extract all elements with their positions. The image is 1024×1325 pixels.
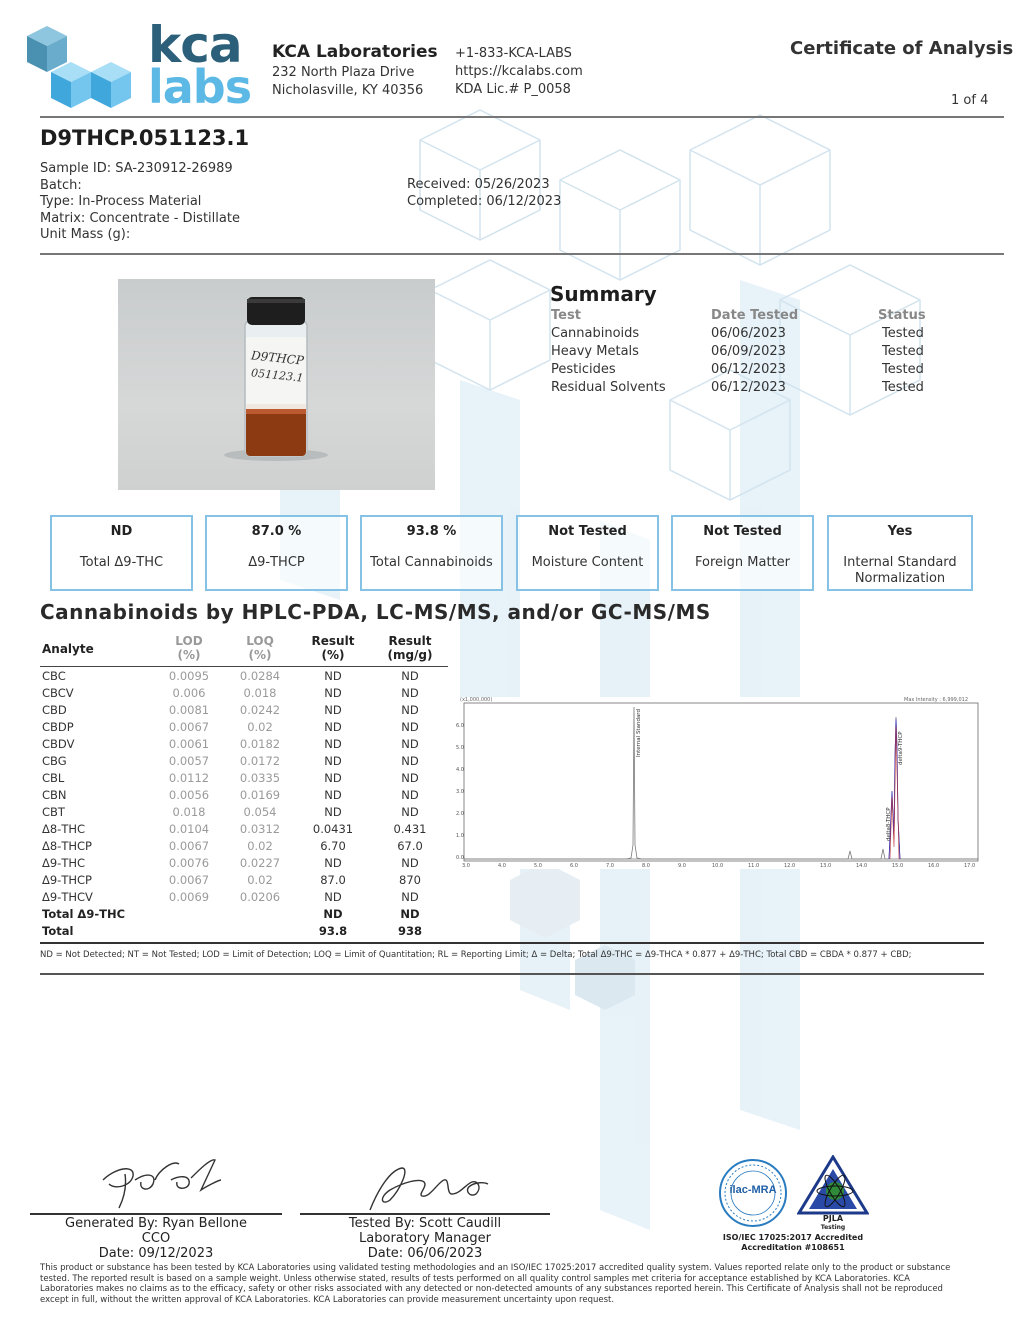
y-tick: 0.0 <box>456 855 464 861</box>
disclaimer <box>40 1263 1000 1305</box>
table-row <box>40 735 448 752</box>
vial-icon <box>118 279 435 490</box>
analyte-name: Total Δ9-THC <box>42 906 126 921</box>
x-tick: 4.0 <box>498 863 506 869</box>
disclaimer-line: Laboratories makes no claims as to the efficacy, safety or other risks associated with any detected or non-detected amounts of any substances reported herein. This Certificate of Analysis shall not be reproduced <box>40 1284 943 1294</box>
analyte-name: Δ9-THC <box>42 855 86 870</box>
received-date: Received: 05/26/2023 <box>407 177 550 192</box>
box-label: Total Δ9-THC <box>79 555 164 570</box>
header-analyte: Analyte <box>42 642 94 656</box>
iso-accreditation: ISO/IEC 17025:2017 Accredited <box>722 1233 864 1242</box>
loq-value: 0.0227 <box>239 855 281 870</box>
lod-value: 0.0067 <box>168 719 210 734</box>
result-pct: ND <box>324 889 342 904</box>
loq-value: 0.0242 <box>239 702 281 717</box>
table-row <box>40 718 448 735</box>
result-box-foreign-matter <box>671 515 814 591</box>
lod-value: 0.0076 <box>168 855 210 870</box>
sample-title: D9THCP.051123.1 <box>40 126 250 150</box>
lod-value: 0.0067 <box>168 838 210 853</box>
summary-header-status: Status <box>878 308 926 323</box>
box-label: Δ9-THCP <box>248 555 305 570</box>
result-mg: ND <box>401 702 419 717</box>
header-result-pct-label: Result <box>311 634 355 648</box>
summary-status: Tested <box>882 344 924 359</box>
table-row <box>40 854 448 871</box>
signature-scott-caudill <box>360 1160 495 1216</box>
lod-value: 0.0067 <box>168 872 210 887</box>
x-tick: 17.0 <box>964 863 976 869</box>
tested-by-date: Date: 06/06/2023 <box>367 1246 483 1261</box>
summary-test: Heavy Metals <box>551 344 639 359</box>
generated-by-role: CCO <box>141 1231 171 1246</box>
result-mg: ND <box>401 787 419 802</box>
box-value: Not Tested <box>703 524 782 539</box>
box-value: ND <box>110 524 133 539</box>
pjla-logo <box>797 1155 869 1217</box>
loq-value: 0.02 <box>247 838 273 853</box>
y-tick: 4.0 <box>456 767 464 773</box>
tested-by-role: Laboratory Manager <box>359 1231 491 1246</box>
analyte-name: CBT <box>42 804 65 819</box>
result-pct: ND <box>323 906 343 921</box>
lod-value: 0.0104 <box>168 821 210 836</box>
lod-value: 0.018 <box>172 804 206 819</box>
page-number: 1 of 4 <box>951 93 989 108</box>
disclaimer-line: This product or substance has been tested by KCA Laboratories using validated testing methodologies and an ISO/IEC 17025:2017 accredited quality system. Values reported relate only to the product or substance <box>40 1263 951 1273</box>
summary-status: Tested <box>882 380 924 395</box>
analyte-name: CBDP <box>42 719 74 734</box>
result-mg: 870 <box>399 872 421 887</box>
sample-photo <box>118 279 435 490</box>
lab-name: KCA Laboratories <box>272 42 438 62</box>
box-value: 87.0 % <box>251 524 302 539</box>
table-row <box>40 752 448 769</box>
chromatogram-plot <box>456 697 982 869</box>
header-lod-unit: (%) <box>177 648 201 662</box>
sample-batch: Batch: <box>40 177 82 193</box>
lab-website[interactable]: https://kcalabs.com <box>455 64 583 79</box>
result-pct: ND <box>324 855 342 870</box>
result-mg: ND <box>401 685 419 700</box>
analyte-name: Δ8-THCP <box>42 838 92 853</box>
analyte-name: CBL <box>42 770 65 785</box>
analyte-name: Δ9-THCV <box>42 889 93 904</box>
table-row-total-d9-thc <box>40 905 448 922</box>
vial-label-line1: D9THCP <box>250 348 305 368</box>
summary-test: Pesticides <box>551 362 616 377</box>
box-label: Foreign Matter <box>695 555 790 570</box>
cannabinoids-table <box>40 634 448 939</box>
box-value: Not Tested <box>548 524 627 539</box>
x-tick: 16.0 <box>928 863 940 869</box>
result-mg: 0.431 <box>393 821 427 836</box>
analyte-name: Δ9-THCP <box>42 872 92 887</box>
summary-date: 06/12/2023 <box>711 380 786 395</box>
x-tick: 10.0 <box>712 863 724 869</box>
table-row <box>40 871 448 888</box>
x-tick: 5.0 <box>534 863 542 869</box>
x-tick: 11.0 <box>748 863 760 869</box>
result-box-moisture <box>516 515 659 591</box>
analyte-name: CBC <box>42 668 66 683</box>
peak-label-d8-thcp: delta8-THCP <box>886 807 892 841</box>
analyte-name: CBCV <box>42 685 74 700</box>
lab-address-line1: 232 North Plaza Drive <box>272 65 415 80</box>
header-divider <box>40 116 1004 118</box>
y-tick: 3.0 <box>456 789 464 795</box>
summary-date: 06/09/2023 <box>711 344 786 359</box>
loq-value: 0.0172 <box>239 753 281 768</box>
chromatogram-max-intensity: Max Intensity : 6,999,012 <box>904 697 968 703</box>
header-loq-label: LOQ <box>246 634 274 648</box>
summary-status: Tested <box>882 362 924 377</box>
result-mg: ND <box>401 770 419 785</box>
x-tick: 13.0 <box>820 863 832 869</box>
ilac-mra-text: ilac-MRA <box>729 1184 777 1196</box>
peak-label-d9-thcp: delta9-THCP <box>898 731 904 765</box>
sample-info <box>40 161 240 244</box>
lab-phone: +1-833-KCA-LABS <box>455 46 572 61</box>
result-mg: 67.0 <box>397 838 423 853</box>
footnote: ND = Not Detected; NT = Not Tested; LOD = Limit of Detection; LOQ = Limit of Quantitation; RL = Reporting Limit; Δ = Delta; Total Δ9-THC = Δ9-THCA * 0.877 + Δ9-THC; Total CBD = CBDA * 0.877 + CBD; <box>40 950 912 960</box>
signature-line-1 <box>30 1213 282 1215</box>
box-label: Moisture Content <box>531 555 644 570</box>
result-mg: ND <box>401 855 419 870</box>
signature-ryan-bellone <box>95 1150 225 1212</box>
peak-label-internal-standard: Internal Standard <box>636 709 642 757</box>
result-mg: ND <box>401 719 419 734</box>
loq-value: 0.0182 <box>239 736 281 751</box>
header-result-pct-unit: (%) <box>321 648 345 662</box>
summary-date: 06/06/2023 <box>711 326 786 341</box>
result-box-total-d9-thc <box>50 515 193 591</box>
loq-value: 0.054 <box>243 804 277 819</box>
result-mg: ND <box>400 906 420 921</box>
lab-license: KDA Lic.# P_0058 <box>455 82 571 97</box>
result-pct: ND <box>324 787 342 802</box>
summary-header-test: Test <box>551 308 581 323</box>
x-tick: 7.0 <box>606 863 614 869</box>
loq-value: 0.018 <box>243 685 277 700</box>
logo-cubes-icon <box>25 24 137 110</box>
summary-test: Residual Solvents <box>551 380 666 395</box>
loq-value: 0.02 <box>247 719 273 734</box>
header-loq-unit: (%) <box>248 648 272 662</box>
y-tick: 6.0 <box>456 723 464 729</box>
analyte-name: CBN <box>42 787 67 802</box>
lod-value: 0.0069 <box>168 889 210 904</box>
x-tick: 15.0 <box>892 863 904 869</box>
result-pct: ND <box>324 753 342 768</box>
x-tick: 14.0 <box>856 863 868 869</box>
pjla-subtext: Testing <box>820 1224 846 1231</box>
x-tick: 6.0 <box>570 863 578 869</box>
disclaimer-line: tested. The reported result is based on a sample weight. Unless otherwise stated, results of tests performed on all quality control samples met criteria for acceptance established by KCA Laboratories. KCA <box>40 1273 910 1284</box>
table-row <box>40 701 448 718</box>
info-divider <box>40 253 1004 255</box>
x-tick: 8.0 <box>642 863 650 869</box>
pjla-text: PJLA <box>822 1214 844 1223</box>
table-row-total <box>40 922 448 939</box>
box-value: 93.8 % <box>406 524 457 539</box>
table-row <box>40 803 448 820</box>
result-pct: 6.70 <box>320 838 346 853</box>
lab-address-line2: Nicholasville, KY 40356 <box>272 83 424 98</box>
result-pct: 93.8 <box>318 923 348 938</box>
x-tick: 9.0 <box>678 863 686 869</box>
footnote-divider <box>40 973 984 975</box>
result-mg: ND <box>401 736 419 751</box>
loq-value: 0.0284 <box>239 668 281 683</box>
analyte-name: CBG <box>42 753 67 768</box>
sample-matrix: Matrix: Concentrate - Distillate <box>40 210 240 226</box>
table-row <box>40 888 448 905</box>
analyte-name: Total <box>42 923 74 938</box>
completed-date: Completed: 06/12/2023 <box>407 193 562 209</box>
lod-value: 0.0056 <box>168 787 210 802</box>
accreditation-number: Accreditation #108651 <box>741 1243 845 1252</box>
lod-value: 0.0057 <box>168 753 210 768</box>
analyte-name: CBDV <box>42 736 75 751</box>
header-result-mg-label: Result <box>388 634 432 648</box>
result-pct: ND <box>324 736 342 751</box>
sample-type: Type: In-Process Material <box>40 194 202 209</box>
summary-date: 06/12/2023 <box>711 362 786 377</box>
result-mg: ND <box>401 668 419 683</box>
generated-by-block <box>30 1216 282 1261</box>
loq-value: 0.02 <box>247 872 273 887</box>
summary-header-date: Date Tested <box>711 308 799 323</box>
sample-id: Sample ID: SA-230912-26989 <box>40 161 233 176</box>
lod-value: 0.0095 <box>168 668 210 683</box>
table-row <box>40 684 448 701</box>
logo-kca-text: kca <box>148 16 242 74</box>
lod-value: 0.0112 <box>168 770 210 785</box>
summary-title: Summary <box>550 282 657 306</box>
sample-dates <box>407 177 561 210</box>
header-lod <box>152 634 226 667</box>
result-box-d9-thcp <box>205 515 348 591</box>
cannabinoids-section-title: Cannabinoids by HPLC-PDA, LC-MS/MS, and/or GC-MS/MS <box>40 600 711 624</box>
result-box-internal-standard <box>827 515 973 591</box>
header-lod-label: LOD <box>175 634 203 648</box>
generated-by-name: Generated By: Ryan Bellone <box>65 1216 247 1231</box>
result-pct: 87.0 <box>320 872 346 887</box>
header-result-mg <box>372 634 448 667</box>
result-pct: 0.0431 <box>312 821 354 836</box>
y-tick: 1.0 <box>456 833 464 839</box>
lod-value: 0.006 <box>172 685 206 700</box>
result-pct: ND <box>324 719 342 734</box>
vial-label-line2: 051123.1 <box>250 366 305 385</box>
header-loq <box>226 634 294 667</box>
table-row <box>40 837 448 854</box>
logo-labs-text: labs <box>148 60 252 114</box>
table-row <box>40 820 448 837</box>
summary-status: Tested <box>882 326 924 341</box>
document-title: Certificate of Analysis <box>790 38 1014 59</box>
tested-by-name: Tested By: Scott Caudill <box>348 1216 502 1231</box>
result-mg: ND <box>401 753 419 768</box>
summary-test: Cannabinoids <box>551 326 640 341</box>
result-pct: ND <box>324 702 342 717</box>
table-row <box>40 769 448 786</box>
result-pct: ND <box>324 770 342 785</box>
x-tick: 3.0 <box>462 863 470 869</box>
y-tick: 5.0 <box>456 745 464 751</box>
sample-unit-mass: Unit Mass (g): <box>40 227 131 242</box>
result-pct: ND <box>324 685 342 700</box>
result-mg: 938 <box>397 923 422 938</box>
loq-value: 0.0169 <box>239 787 281 802</box>
signature-line-2 <box>300 1213 550 1215</box>
tested-by-block <box>300 1216 550 1261</box>
loq-value: 0.0206 <box>239 889 281 904</box>
y-tick: 2.0 <box>456 811 464 817</box>
loq-value: 0.0312 <box>239 821 281 836</box>
table-row <box>40 786 448 803</box>
table-row <box>40 667 448 685</box>
box-label: Total Cannabinoids <box>370 555 493 570</box>
result-box-total-cannabinoids <box>360 515 503 591</box>
loq-value: 0.0335 <box>239 770 281 785</box>
generated-by-date: Date: 09/12/2023 <box>98 1246 214 1261</box>
result-pct: ND <box>324 668 342 683</box>
result-mg: ND <box>401 804 419 819</box>
header-result-mg-unit: (mg/g) <box>387 648 433 662</box>
table-bottom-divider <box>40 942 984 944</box>
disclaimer-line: except in full, without the written approval of KCA Laboratories. KCA Laboratories can provide measurement uncertainty upon request. <box>40 1294 615 1305</box>
box-label: Internal Standard Normalization <box>843 555 957 586</box>
header-result-pct <box>294 634 372 667</box>
lod-value: 0.0061 <box>168 736 210 751</box>
x-tick: 12.0 <box>784 863 796 869</box>
result-mg: ND <box>401 889 419 904</box>
analyte-name: Δ8-THC <box>42 821 86 836</box>
chromatogram-scale-label: (x1,000,000) <box>460 697 493 703</box>
result-pct: ND <box>324 804 342 819</box>
lod-value: 0.0081 <box>168 702 210 717</box>
chromatogram <box>456 697 982 869</box>
analyte-name: CBD <box>42 702 67 717</box>
box-value: Yes <box>887 524 913 539</box>
